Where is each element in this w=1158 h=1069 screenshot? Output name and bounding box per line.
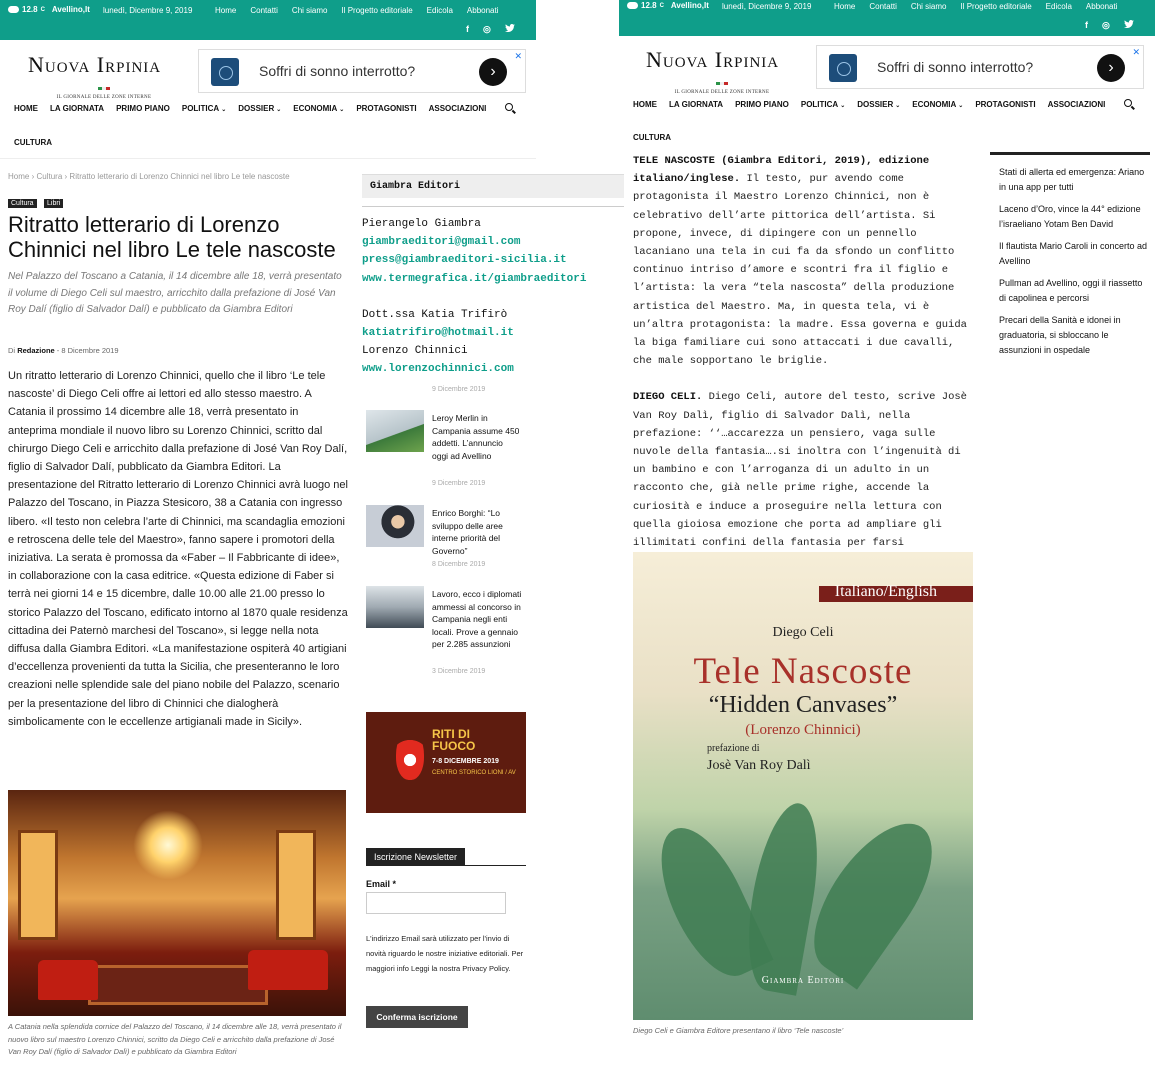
chevron-down-icon: ⌄ — [895, 103, 901, 109]
top-link-progetto[interactable]: Il Progetto editoriale — [341, 6, 413, 15]
nav-primo-piano[interactable]: PRIMO PIANO — [735, 100, 789, 109]
right-article-body — [633, 152, 975, 607]
top-link-abbonati[interactable]: Abbonati — [466, 6, 499, 15]
instagram-icon[interactable]: ◎ — [483, 24, 491, 34]
top-bar-right — [619, 0, 1155, 36]
recent-post-link[interactable]: Il flautista Mario Caroli in concerto ad Avellino — [999, 241, 1148, 266]
temperature-unit: C — [40, 6, 45, 13]
breadcrumb-separator: › — [31, 172, 35, 181]
italy-flag-icon — [98, 87, 110, 90]
email-field[interactable] — [366, 892, 506, 914]
top-link-contatti[interactable]: Contatti — [869, 2, 897, 11]
chevron-down-icon: ⌄ — [840, 103, 846, 109]
recent-post-link[interactable]: Precari della Sanità e idonei in graduatoria, si sbloccano le assunzioni in ospedale — [999, 315, 1121, 355]
byline-prefix: Di — [8, 346, 16, 355]
email-label — [366, 879, 396, 889]
paragraph-tele-nascoste — [633, 152, 975, 370]
contact-name: Lorenzo Chinnici — [362, 345, 468, 358]
recent-post-link[interactable]: Laceno d’Oro, vince la 44° edizione l’israeliano Yotam Ben David — [999, 204, 1141, 229]
category-tags — [8, 192, 66, 210]
italy-flag-icon — [716, 82, 728, 85]
article-author[interactable]: Redazione — [17, 346, 55, 355]
poster-title: RITI DI FUOCO — [432, 727, 476, 753]
recent-posts — [999, 165, 1151, 358]
news-title[interactable]: Leroy Merlin in Campania assume 450 addetti. L’annuncio oggi ad Avellino — [432, 413, 520, 461]
photo-sofa — [248, 950, 328, 990]
news-title[interactable]: Lavoro, ecco i diplomati ammessi al concorso in Campania negli enti locali. Prove a gennaio per 2.285 assunzioni — [432, 589, 522, 649]
chevron-down-icon: ⌄ — [339, 107, 345, 113]
current-date: lunedì, Dicembre 9, 2019 — [722, 2, 812, 11]
book-cover-image[interactable] — [633, 552, 973, 1020]
category-tag-cultura[interactable]: Cultura — [8, 199, 37, 208]
nav-primo-piano[interactable]: PRIMO PIANO — [116, 104, 170, 113]
nav-dossier[interactable] — [857, 100, 900, 109]
search-icon[interactable] — [505, 103, 513, 111]
brand-name: Nuova Irpinia — [28, 52, 162, 77]
photo-rug — [88, 965, 268, 1005]
cloud-icon — [8, 6, 19, 13]
nav-economia[interactable] — [293, 104, 344, 113]
top-link-progetto[interactable]: Il Progetto editoriale — [960, 2, 1032, 11]
chevron-down-icon: ⌄ — [958, 103, 964, 109]
breadcrumb-current: Ritratto letterario di Lorenzo Chinnici nel libro Le tele nascoste — [69, 172, 290, 181]
logo-right[interactable] — [646, 47, 798, 95]
nav-dossier[interactable] — [238, 104, 281, 113]
news-date: 9 Dicembre 2019 — [432, 480, 486, 487]
nav-dossier-label: DOSSIER — [238, 104, 275, 113]
top-bar-left — [0, 0, 536, 40]
nav-politica-label: POLITICA — [800, 100, 839, 109]
cover-publisher: Giambra Editori — [761, 975, 845, 986]
arrow-right-icon[interactable]: › — [479, 58, 507, 86]
photo-sofa — [38, 960, 98, 1000]
nav-associazioni[interactable]: ASSOCIAZIONI — [428, 104, 487, 113]
cover-caption: Diego Celi e Giambra Editore presentano il libro ‘Tele nascoste’ — [633, 1026, 844, 1035]
breadcrumb-separator: › — [64, 172, 68, 181]
temperature-unit: C — [659, 2, 664, 9]
poster-dates: 7-8 DICEMBRE 2019 — [432, 758, 499, 765]
top-link-chi-siamo[interactable]: Chi siamo — [910, 2, 947, 11]
ad-banner-left[interactable] — [198, 49, 526, 93]
social-icons — [466, 24, 515, 35]
contact-name: Dott.ssa Katia Trifirò — [362, 308, 508, 321]
facebook-icon[interactable]: f — [466, 24, 469, 34]
close-icon[interactable]: ✕ — [514, 51, 522, 61]
breadcrumb — [8, 172, 290, 181]
nav-politica[interactable] — [182, 104, 226, 113]
facebook-icon[interactable]: f — [1085, 20, 1088, 30]
top-link-edicola[interactable]: Edicola — [426, 6, 453, 15]
newsletter-header: Iscrizione Newsletter — [366, 848, 465, 866]
current-date: lunedì, Dicembre 9, 2019 — [103, 6, 193, 15]
main-nav-right — [633, 100, 1105, 109]
ad-thumbnail — [829, 54, 857, 82]
news-date: 3 Dicembre 2019 — [432, 668, 486, 675]
temperature: 12.8 — [641, 1, 657, 10]
agave-leaf — [737, 798, 829, 996]
nav-economia[interactable] — [912, 100, 963, 109]
paragraph-text: Diego Celi, autore del testo, scrive Josè Van Roy Dalì, figlio di Salvador Dalì, nella prefazione: ‘‘…accarezza un pensiero, vaga sulle nuvole della fantasia….si inoltra con l’ingenuità di un bambino e con l’arroganza di un adulto in un racconto che, già nelle prime righe, accende la curiosità e induce a proseguire nella lettura con quella gioiosa emozione che porta ad ampliare gli illimitati confini della fantasia per farsi — [633, 391, 967, 550]
article-subtitle: Nel Palazzo del Toscano a Catania, il 14 dicembre alle 18, verrà presentato il volume di Diego Celi sul maestro, arricchito dalla prefazione di José Van Roy Dalí (figlio di Salvador Dalí) e pubblicato da Giambra Editori — [8, 271, 342, 315]
twitter-icon[interactable] — [1124, 20, 1134, 31]
sidebar-rule — [362, 206, 624, 207]
nav-la-giornata[interactable]: LA GIORNATA — [50, 104, 105, 113]
top-link-chi-siamo[interactable]: Chi siamo — [291, 6, 328, 15]
meta-separator: - — [56, 346, 62, 355]
header-divider — [0, 158, 536, 159]
flame-icon — [396, 730, 424, 780]
twitter-icon[interactable] — [505, 24, 515, 35]
event-poster[interactable] — [366, 712, 526, 813]
cover-artist: (Lorenzo Chinnici) — [745, 722, 861, 738]
recent-rule — [990, 152, 1150, 155]
recent-post-link[interactable]: Pullman ad Avellino, oggi il riassetto di capolinea e percorsi — [999, 278, 1143, 303]
photo-doorway — [18, 830, 58, 940]
close-icon[interactable]: ✕ — [1132, 47, 1140, 57]
ad-thumbnail — [211, 58, 239, 86]
article-body: Un ritratto letterario di Lorenzo Chinnici, quello che il libro ‘Le tele nascoste’ di Diego Celi offre ai lettori ed allo stesso maestro. A Catania il prossimo 14 dicembre alle 18, verrà presentato in anteprima mondiale il nuovo libro su Lorenzo Chinnici, scritto dal chirurgo Diego Celi e arricchito dalla prefazione di José Van Roy Dalí, figlio di Salvador Dalí, pubblicato da Giambra Editori. La presentazione del Ritratto letterario di Lorenzo Chinnici avrà luogo nel Palazzo del Toscano, in Piazza Stesicoro, 38 a Catania con ingresso libero. «Il testo non celebra l’arte di Chinnici, ma scandaglia emozioni e retroscena delle tele del Maestro», fanno sapere i promotori della iniziativa. La serata è promossa da «Faber – Il Fabbricante di idee», in collaborazione con la casa editrice. «Questa edizione di Faber si terrà nei giorni 14 e 15 dicembre, dalle 10.00 alle 21.00 presso lo storico Palazzo del Toscano, edificato intorno al 1870 quale residenza cittadina dei Paternò marchesi del Toscano», si legge nella nota diffusa dalla Giambra Editori. «La manifestazione ospiterà 40 artigiani d’eccellenza provenienti da tutta la Sicilia, che presenteranno le loro creazioni nelle splendide sale del piano nobile del Palazzo, scenario per la presentazione del libro di Chinnici che dialogherà simbolicamente con le eccellenze artigianali made in Sicily». — [8, 370, 348, 728]
nav-economia-label: ECONOMIA — [293, 104, 338, 113]
top-link-home[interactable]: Home — [834, 2, 856, 11]
cover-preface-name: Josè Van Roy Dalì — [707, 758, 811, 773]
main-nav-left — [14, 104, 486, 113]
website-link[interactable]: www.termegrafica.it/giambraeditori — [362, 272, 587, 285]
website-link[interactable]: www.lorenzochinnici.com — [362, 363, 514, 376]
paragraph-lead: DIEGO CELI. — [633, 391, 703, 404]
instagram-icon[interactable]: ◎ — [1102, 20, 1110, 30]
email-link[interactable]: giambraeditori@gmail.com — [362, 236, 521, 249]
nav-cultura-left[interactable]: CULTURA — [14, 138, 53, 147]
nav-economia-label: ECONOMIA — [912, 100, 957, 109]
poster-place: CENTRO STORICO LIONI / AV — [432, 770, 516, 776]
nav-home[interactable]: HOME — [633, 100, 657, 109]
temperature: 12.8 — [22, 5, 38, 14]
newsletter-notice: L'indirizzo Email sarà utilizzato per l'invio di novità riguardo le nostre iniziative editoriali. Per maggiori info Leggi la nostra Privacy Policy. — [366, 934, 524, 974]
top-links — [215, 6, 499, 15]
photo-caption: A Catania nella splendida cornice del Palazzo del Toscano, il 14 dicembre alle 18, verrà presentato il nuovo libro sul maestro Lorenzo Chinnici, scritto da Diego Celi e arricchito dalla prefazione di José Van Roy Dalí (figlio di Salvador Dalì) e pubblicato da Giambra Editori — [8, 1022, 342, 1056]
brand-name: Nuova Irpinia — [646, 47, 780, 72]
cloud-icon — [627, 2, 638, 9]
article-title: Ritratto letterario di Lorenzo Chinnici nel libro Le tele nascoste — [8, 212, 336, 262]
nav-dossier-label: DOSSIER — [857, 100, 894, 109]
email-label-text: Email — [366, 879, 391, 889]
cover-title: Tele Nascoste — [693, 651, 913, 692]
cover-preface-label: prefazione di — [707, 743, 760, 754]
location: Avellino,It — [51, 5, 90, 14]
ad-text: Soffri di sonno interrotto? — [259, 63, 416, 79]
top-links — [834, 2, 1118, 11]
nav-cultura-right[interactable]: CULTURA — [633, 133, 672, 142]
weather-widget — [8, 5, 90, 14]
nav-la-giornata[interactable]: LA GIORNATA — [669, 100, 724, 109]
top-link-home[interactable]: Home — [215, 6, 237, 15]
flag-row — [28, 77, 180, 95]
nav-associazioni[interactable]: ASSOCIAZIONI — [1047, 100, 1106, 109]
news-thumbnail[interactable] — [366, 586, 424, 628]
brand-tagline: IL GIORNALE DELLE ZONE INTERNE — [56, 95, 152, 100]
article-date: 8 Dicembre 2019 — [61, 346, 119, 355]
email-link[interactable]: press@giambraeditori-sicilia.it — [362, 254, 567, 267]
news-date: 8 Dicembre 2019 — [432, 561, 486, 568]
news-thumbnail[interactable] — [366, 410, 424, 452]
location: Avellino,It — [670, 1, 709, 10]
nav-home[interactable]: HOME — [14, 104, 38, 113]
nav-politica-label: POLITICA — [181, 104, 220, 113]
top-link-edicola[interactable]: Edicola — [1045, 2, 1072, 11]
recent-post-link[interactable]: Stati di allerta ed emergenza: Ariano in una app per tutti — [999, 167, 1145, 192]
sidebar-header: Giambra Editori — [362, 174, 624, 198]
paragraph-text: Il testo, pur avendo come protagonista il Maestro Lorenzo Chinnici, non è celebrativo dell’arte pittorica dell’artista. Si propone, invece, di dipingere con un pennello lacaniano una tela in cui fa da sfondo un conflitto continuo intriso d’amore e scontri fra il figlio e l’artista: la vera “tela nascosta” della produzione artistica del Maestro. Ma, in questa tela, vi è un’altra protagonista: la madre. Essa governa e guida la biga familiare cui sono attaccati i due cavalli, che male sopportano le briglie. — [633, 173, 967, 368]
subscribe-button[interactable]: Conferma iscrizione — [366, 1006, 468, 1028]
arrow-right-icon[interactable]: › — [1097, 54, 1125, 82]
social-icons — [1085, 20, 1134, 31]
email-link[interactable]: katiatrifiro@hotmail.it — [362, 327, 514, 340]
article-photo[interactable] — [8, 790, 346, 1016]
brand-tagline: IL GIORNALE DELLE ZONE INTERNE — [674, 90, 770, 95]
top-link-abbonati[interactable]: Abbonati — [1085, 2, 1118, 11]
breadcrumb-section[interactable]: Cultura — [36, 172, 63, 181]
chandelier-light — [133, 810, 203, 880]
category-tag-libri[interactable]: Libri — [44, 199, 63, 208]
search-icon[interactable] — [1124, 99, 1132, 107]
cover-subtitle: “Hidden Canvases” — [708, 692, 898, 718]
chevron-down-icon: ⌄ — [276, 107, 282, 113]
top-link-contatti[interactable]: Contatti — [250, 6, 278, 15]
cover-language: Italiano/English — [834, 583, 937, 600]
nav-protagonisti[interactable]: PROTAGONISTI — [356, 104, 417, 113]
news-thumbnail[interactable] — [366, 505, 424, 547]
nav-protagonisti[interactable]: PROTAGONISTI — [975, 100, 1036, 109]
sidebar-contacts — [362, 215, 624, 379]
news-date: 9 Dicembre 2019 — [432, 386, 486, 393]
photo-doorway — [276, 830, 316, 940]
ad-text: Soffri di sonno interrotto? — [877, 59, 1034, 75]
ad-banner-right[interactable] — [816, 45, 1144, 89]
flag-row — [646, 72, 798, 90]
paragraph-lead: TELE NASCOSTE (Giambra Editori, 2019), edizione italiano/inglese. — [633, 155, 930, 186]
chevron-down-icon: ⌄ — [221, 107, 227, 113]
weather-widget — [627, 1, 709, 10]
article-meta — [8, 346, 119, 355]
cover-author: Diego Celi — [772, 625, 834, 640]
news-title[interactable]: Enrico Borghi: “Lo sviluppo delle aree interne priorità del Governo” — [432, 508, 503, 556]
contact-name: Pierangelo Giambra — [362, 218, 481, 230]
breadcrumb-home[interactable]: Home — [8, 172, 30, 181]
logo-left[interactable] — [28, 52, 180, 100]
nav-politica[interactable] — [801, 100, 845, 109]
agave-leaf — [791, 804, 954, 989]
required-marker: * — [392, 879, 397, 889]
